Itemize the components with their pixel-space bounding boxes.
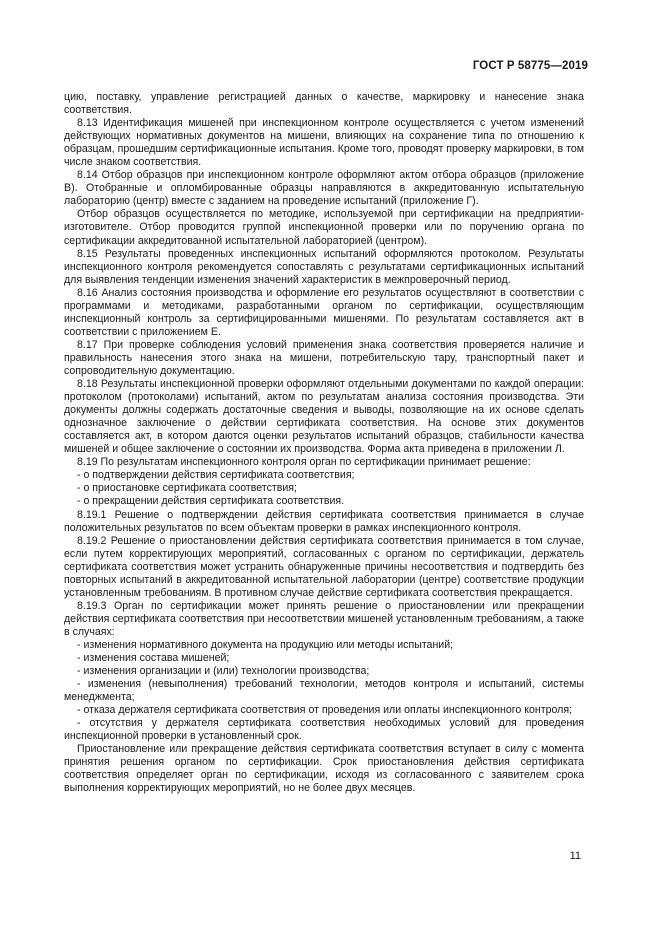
list-item: - изменения организации и (или) технологии производства;	[77, 665, 370, 678]
list-item: - отказа держателя сертификата соответствия от проведения или оплаты инспекционного контроля;	[77, 704, 573, 717]
list-item: - о прекращении действия сертификата соответствия.	[77, 495, 345, 508]
paragraph-continuation: цию, поставку, управление регистрацией данных о качестве, маркировку и нанесение знака соответствия.	[64, 91, 584, 117]
paragraph-8-15: 8.15 Результаты проведенных инспекционных испытаний оформляются протоколом. Результаты инспекционного контроля рекомендуется сопоставлять с результатами сертификационных испытаний для выявления тенденции изменения значений характеристик в межпроверочный период.	[64, 247, 584, 286]
paragraph-8-13: 8.13 Идентификация мишеней при инспекционном контроле осуществляется с учетом изменений действующих нормативных документов на мишени, влияющих на сохранение типа по отношению к образцам, прошедшим сертификационные испытания. Кроме того, проводят проверку маркировки, в том числе знаком соответствия.	[64, 117, 584, 169]
document-body	[64, 91, 584, 796]
paragraph-8-19-2: 8.19.2 Решение о приостановлении действия сертификата соответствия принимается в том случае, если путем корректирующих мероприятий, согласованных с органом по сертификации, держатель сертификата соответствия может устранить обнаруженные причины несоответствия и подтвердить без повторных испытаний в аккредитованной испытательной лаборатории (центре) соответствие продукции установленным требованиям. В противном случае действие сертификата соответствия прекращается.	[64, 534, 584, 599]
paragraph-8-19-3: 8.19.3 Орган по сертификации может принять решение о приостановлении или прекращении действия сертификата соответствия при несоответствии мишеней установленным требованиям, а также в случаях:	[64, 599, 584, 638]
standard-header: ГОСТ Р 58775—2019	[472, 60, 588, 72]
list-item: - изменения состава мишеней;	[77, 652, 230, 665]
page-number: 11	[569, 850, 581, 862]
list-item: - о приостановке сертификата соответствия;	[77, 482, 297, 495]
paragraph-8-19: 8.19 По результатам инспекционного контроля орган по сертификации принимает решение:	[77, 456, 531, 469]
list-item: - изменения нормативного документа на продукцию или методы испытаний;	[77, 638, 454, 651]
list-item: - о подтверждении действия сертификата соответствия;	[77, 469, 355, 482]
paragraph-8-18: 8.18 Результаты инспекционной проверки оформляют отдельными документами по каждой операции: протоколом (протоколами) испытаний, актом по результатам анализа состояния производства. Эти документы должны содержать достаточные сведения и выводы, позволяющие на их основе сделать однозначное заключение о действии сертификата соответствия. На основе этих документов составляется акт, в котором даются оценки результатов испытаний образцов, стабильности качества мишеней и общее заключение о состоянии их производства. Форма акта приведена в приложении Л.	[64, 378, 584, 456]
list-item: - отсутствия у держателя сертификата соответствия необходимых условий для проведения инспекционной проверки в установленный срок.	[64, 717, 584, 743]
paragraph-sampling: Отбор образцов осуществляется по методике, используемой при сертификации на предприятии-изготовителе. Отбор проводится группой инспекционной проверки или по поручению органа по сертификации аккредитованной испытательной лабораторией (центром).	[64, 208, 584, 247]
paragraph-8-19-1: 8.19.1 Решение о подтверждении действия сертификата соответствия принимается в случае положительных результатов по всем объектам проверки в рамках инспекционного контроля.	[64, 508, 584, 534]
paragraph-8-16: 8.16 Анализ состояния производства и оформление его результатов осуществляют в соответствии с программами и методиками, разработанными органом по сертификации, осуществляющим инспекционный контроль за сертифицированными мишенями. По результатам составляется акт в соответствии с приложением Е.	[64, 286, 584, 338]
paragraph-8-17: 8.17 При проверке соблюдения условий применения знака соответствия проверяется наличие и правильность нанесения этого знака на мишени, потребительскую тару, транспортный пакет и сопроводительную документацию.	[64, 338, 584, 377]
paragraph-closing: Приостановление или прекращение действия сертификата соответствия вступает в силу с момента принятия решения органом по сертификации. Срок приостановления действия сертификата соответствия определяет орган по сертификации, исходя из согласованного с заявителем срока выполнения корректирующих мероприятий, но не более двух месяцев.	[64, 743, 584, 795]
paragraph-8-14: 8.14 Отбор образцов при инспекционном контроле оформляют актом отбора образцов (приложение В). Отобранные и опломбированные образцы направляются в аккредитованную испытательную лабораторию (центр) вместе с заданием на проведение испытаний (приложение Г).	[64, 169, 584, 208]
list-item: - изменения (невыполнения) требований технологии, методов контроля и испытаний, системы менеджмента;	[64, 678, 584, 704]
